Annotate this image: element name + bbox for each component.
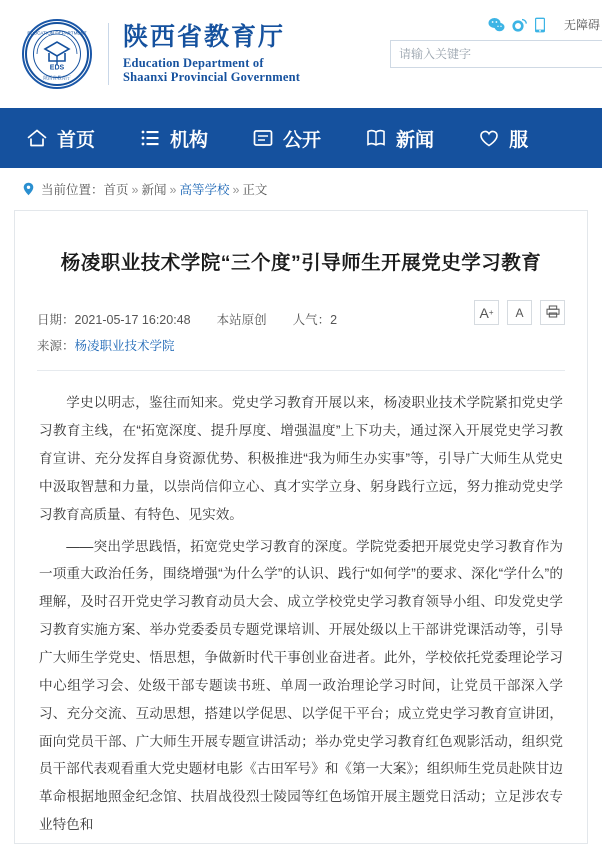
article-source [37,330,565,364]
site-title-cn: 陕西省教育厅 [123,22,286,51]
svg-text:EDUCATION DEPARTMENT: EDUCATION DEPARTMENT [27,30,87,36]
article-divider [37,370,565,371]
article-origin: 本站原创 [216,313,267,328]
article-source-value[interactable]: 杨凌职业技术学院 [74,339,175,354]
nav-item-org[interactable] [139,125,208,152]
article-body [37,375,565,839]
open-icon [252,127,274,149]
nav-label-service: 服 [509,129,529,151]
nav-item-service[interactable] [478,125,528,152]
breadcrumb-sep-1: » [131,183,139,197]
nav-label-org: 机构 [170,129,209,151]
print-icon [546,305,560,321]
font-larger-button[interactable] [474,300,499,325]
search-box[interactable] [390,40,602,68]
brand-divider [108,23,109,85]
svg-text:EDS: EDS [49,64,65,72]
breadcrumb-item-higher-education[interactable]: 高等学校 [179,183,230,197]
main-nav [0,108,602,168]
article-paragraph: 学史以明志，鉴往而知来。党史学习教育开展以来，杨凌职业技术学院紧扣党史学习教育主线，在“拓宽深度、提升厚度、增强温度”上下功夫，通过深入开展党史学习教育宣讲、充分发挥自身资源优势、积极推进“我为师生办实事”等，引导广大师生从党史中汲取智慧和力量，以崇尚信仰立心、真才实学立身、躬身践行立远，努力推动党史学习教育高质量、有特色、见实效。 [39,395,563,522]
nav-label-news: 新闻 [396,129,435,151]
article-meta [37,304,565,330]
article-date-label: 日期： [37,313,75,328]
accessibility-label[interactable]: 无障碍 [563,18,600,32]
font-smaller-button[interactable] [507,300,532,325]
breadcrumb-item-current: 正文 [242,183,268,197]
article-views-label: 人气： [292,313,331,328]
nav-label-home: 首页 [57,129,96,151]
org-icon [139,127,161,149]
article-card [14,210,588,844]
breadcrumb-item-home[interactable]: 首页 [103,183,129,197]
mobile-icon[interactable] [534,17,550,33]
page-title: 杨凌职业技术学院“三个度”引导师生开展党史学习教育 [60,252,542,274]
news-icon [365,127,387,149]
breadcrumb-sep-2: » [169,183,177,197]
print-button[interactable] [540,300,565,325]
font-smaller-label: A [515,305,524,320]
font-larger-sup: + [488,308,494,318]
site-title-en-line2: Shaanxi Provincial Government [123,70,301,84]
breadcrumb [0,168,602,210]
nav-item-open[interactable] [252,125,321,152]
site-logo[interactable] [22,19,92,89]
font-larger-label: A [479,304,489,321]
wechat-icon[interactable] [488,17,504,33]
article-source-label: 来源： [37,339,75,354]
article-tools [474,300,565,325]
site-title-en-line1: Education Department of [123,55,264,70]
search-input[interactable] [391,41,602,67]
nav-item-news[interactable] [365,125,434,152]
weibo-icon[interactable] [511,17,527,33]
nav-label-open: 公开 [283,129,322,151]
site-header [0,0,602,108]
header-social-icons [488,17,550,33]
breadcrumb-sep-3: » [232,183,240,197]
service-icon [478,127,500,149]
site-title [123,22,301,84]
article-date [37,310,191,328]
article-paragraph: ——突出学思践悟，拓宽党史学习教育的深度。学院党委把开展党史学习教育作为一项重大政治任务，围绕增强“为什么学”的认识、践行“如何学”的要求、深化“学什么”的理解，及时召开党史学习教育动员大会、成立学校党史学习教育领导小组、印发党史学习教育实施方案、举办党委委员专题党课培训、开展处级以上干部讲党课活动等，引导广大师生学党史、悟思想，争做新时代干事创业奋进者。此外，学校依托党委理论学习中心组学习会、处级干部专题读书班、单周一政治理论学习时间，让党员干部深入学习、充分交流、互动思想，搭建以学促思、以学促干平台；成立党史学习教育宣讲团，面向党员干部、广大师生开展专题宣讲活动；举办党史学习教育红色观影活动，组织党员干部代表观看重大党史题材电影《古田军号》和《第一大案》；组织师生党员赴陕甘边革命根据地照金纪念馆、扶眉战役烈士陵园等红色场馆开展主题党日活动；立足涉农专业特色和 [39,538,563,833]
location-pin-icon [22,182,35,196]
breadcrumb-trail [41,180,267,198]
breadcrumb-item-news[interactable]: 新闻 [141,183,167,197]
svg-text:陕西省教育厅: 陕西省教育厅 [43,75,71,81]
article-views [293,310,337,328]
home-icon [26,127,48,149]
nav-item-home[interactable] [26,125,95,152]
article-date-value: 2021-05-17 16:20:48 [74,313,191,328]
breadcrumb-prefix: 当前位置： [41,183,104,197]
header-utility-bar [332,16,602,33]
article-views-value: 2 [330,313,338,328]
